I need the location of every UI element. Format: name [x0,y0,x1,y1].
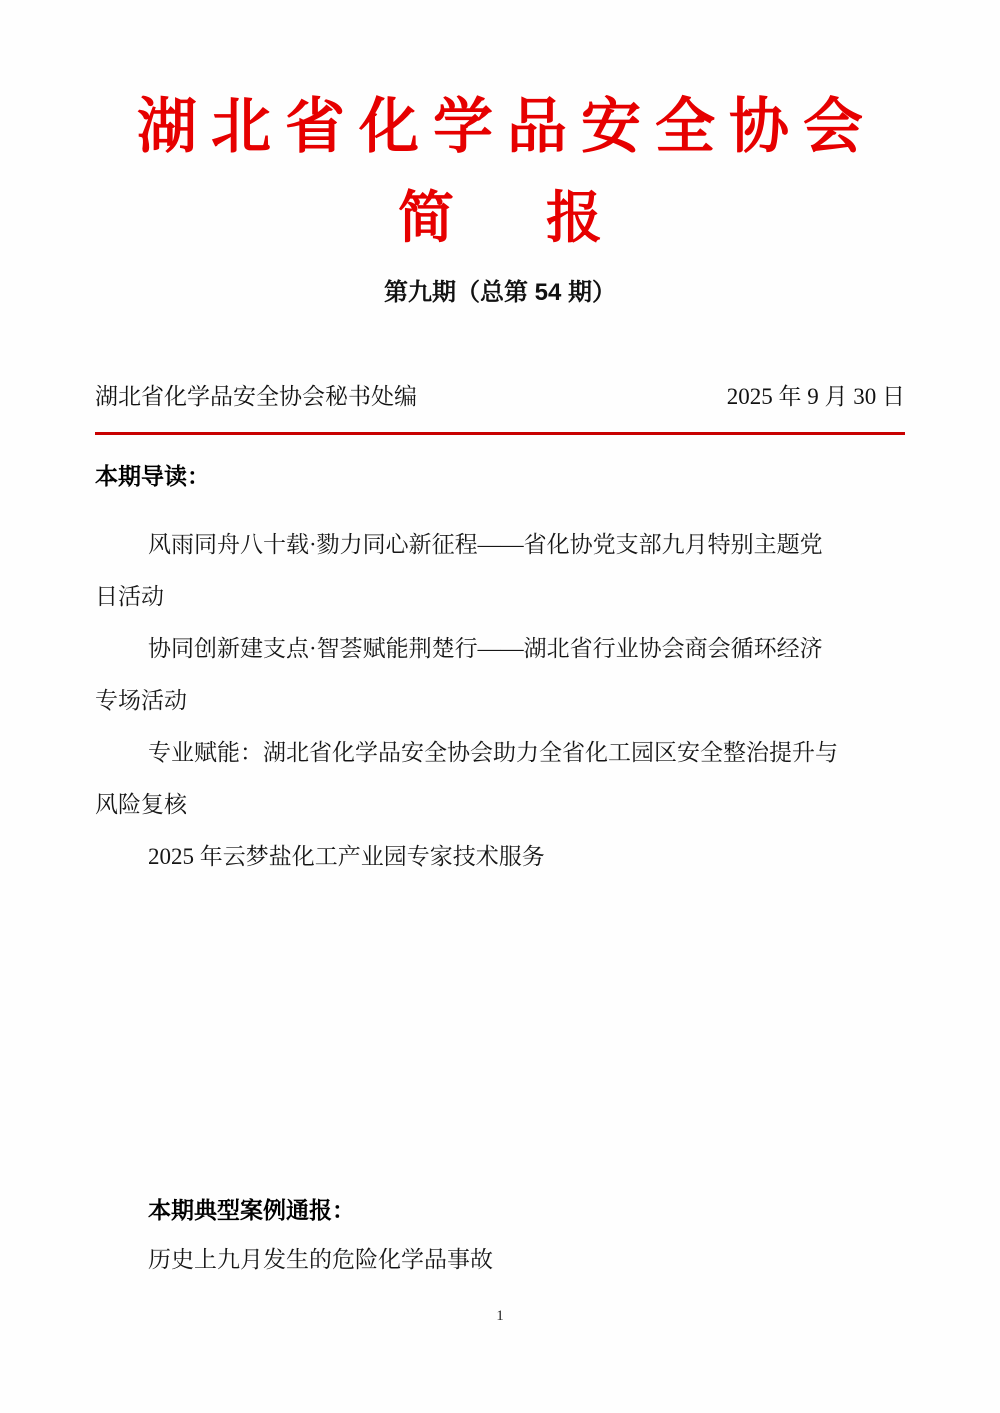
red-divider-rule [95,432,905,435]
toc-item-line: 专业赋能：湖北省化学品安全协会助力全省化工园区安全整治提升与 [148,740,838,765]
case-report-item: 历史上九月发生的危险化学品事故 [148,1247,493,1272]
toc-item [95,623,905,727]
toc-item-line: 专场活动 [95,688,187,713]
publish-date: 2025 年 9 月 30 日 [726,384,905,409]
toc-item-line: 日活动 [95,584,164,609]
issue-number: 第九期（总第 54 期） [383,279,617,306]
masthead-org-title: 湖北省化学品安全协会 [137,94,877,160]
toc-item-line: 协同创新建支点·智荟赋能荆楚行——湖北省行业协会商会循环经济 [148,636,823,661]
page-content [0,92,1000,1275]
editor-credit: 湖北省化学品安全协会秘书处编 [95,384,417,409]
page-number: 1 [496,1308,504,1324]
byline-row [95,382,905,412]
bulletin-title: 简 报 [398,188,620,250]
toc-item [95,831,905,883]
toc-item-line: 2025 年云梦盐化工产业园专家技术服务 [148,844,545,869]
case-report-heading: 本期典型案例通报： [148,1197,355,1223]
toc-item-line: 风雨同舟八十载·勠力同心新征程——省化协党支部九月特别主题党 [148,532,823,557]
toc-list [95,519,905,883]
toc-item-line: 风险复核 [95,792,187,817]
toc-item [95,727,905,831]
toc-item [95,519,905,623]
toc-heading: 本期导读： [95,463,210,489]
blank-space [95,883,905,1195]
